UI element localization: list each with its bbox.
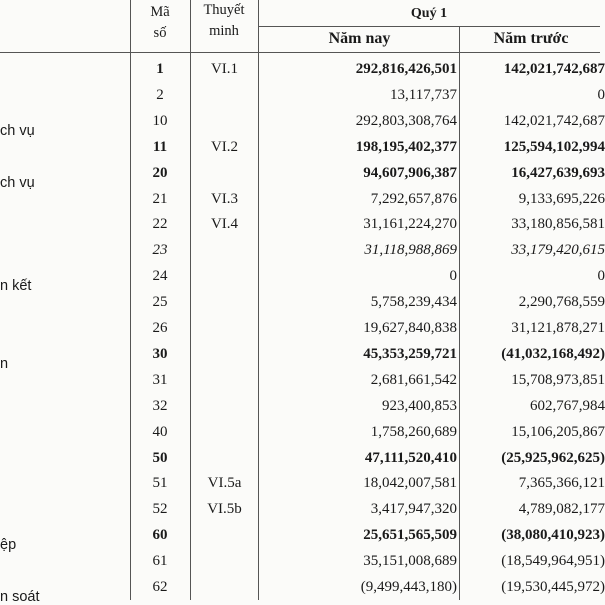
row-code: 2: [156, 87, 164, 103]
row-code: 30: [152, 346, 168, 362]
row-note: VI.5b: [207, 501, 242, 517]
row-code: 61: [152, 553, 168, 569]
row-current-value: 19,627,840,838: [363, 320, 457, 336]
row-label: n soát: [0, 589, 40, 605]
row-code: 25: [152, 294, 168, 310]
row-current-value: 2,681,661,542: [370, 372, 457, 388]
row-previous-value: 0: [597, 268, 605, 284]
row-code: 50: [152, 450, 168, 466]
row-note: VI.4: [210, 216, 239, 232]
row-code: 20: [152, 165, 168, 181]
row-previous-value: 15,708,973,851: [511, 372, 605, 388]
code-header-line2: số: [153, 25, 167, 41]
column-divider: [258, 0, 259, 600]
row-label: ệp: [0, 537, 17, 553]
row-previous-value: (25,925,962,625): [501, 450, 605, 466]
header-divider: [258, 26, 600, 27]
row-previous-value: (38,080,410,923): [501, 527, 605, 543]
row-code: 24: [152, 268, 168, 284]
row-label: n: [0, 356, 9, 372]
row-current-value: 94,607,906,387: [363, 165, 457, 181]
row-previous-value: 4,789,082,177: [518, 501, 605, 517]
row-note: VI.2: [210, 139, 239, 155]
row-previous-value: 31,121,878,271: [511, 320, 605, 336]
row-previous-value: 16,427,639,693: [511, 165, 605, 181]
row-note: VI.3: [210, 191, 239, 207]
period-header: Quý 1: [410, 6, 448, 21]
row-current-value: 18,042,007,581: [363, 475, 457, 491]
row-previous-value: 33,179,420,615: [511, 242, 605, 258]
row-current-value: 5,758,239,434: [370, 294, 457, 310]
row-code: 1: [156, 61, 164, 77]
row-current-value: 1,758,260,689: [370, 424, 457, 440]
row-label: n kết: [0, 278, 32, 294]
row-previous-value: (19,530,445,972): [501, 579, 605, 595]
row-previous-value: 33,180,856,581: [511, 216, 605, 232]
row-current-value: 0: [449, 268, 457, 284]
row-current-value: 923,400,853: [382, 398, 457, 414]
row-code: 11: [152, 139, 168, 155]
note-header-line2: minh: [209, 23, 239, 39]
row-label: ch vụ: [0, 123, 35, 139]
row-previous-value: 125,594,102,994: [503, 139, 605, 155]
row-code: 40: [152, 424, 168, 440]
row-code: 31: [152, 372, 168, 388]
header-bottom-divider: [0, 52, 600, 53]
row-current-value: 31,118,988,869: [364, 242, 457, 258]
row-code: 62: [152, 579, 168, 595]
row-current-value: (9,499,443,180): [360, 579, 457, 595]
row-previous-value: 9,133,695,226: [518, 191, 605, 207]
row-note: VI.5a: [207, 475, 242, 491]
row-label: ch vụ: [0, 175, 35, 191]
row-previous-value: 2,290,768,559: [518, 294, 605, 310]
row-current-value: 31,161,224,270: [363, 216, 457, 232]
row-current-value: 292,816,426,501: [355, 61, 457, 77]
note-header-line1: Thuyết: [203, 2, 245, 18]
row-note: VI.1: [210, 61, 239, 77]
column-divider: [190, 0, 191, 600]
row-current-value: 3,417,947,320: [370, 501, 457, 517]
row-code: 60: [152, 527, 168, 543]
current-year-header: Năm nay: [328, 30, 391, 47]
row-previous-value: (18,549,964,951): [501, 553, 605, 569]
row-code: 10: [152, 113, 168, 129]
row-current-value: 47,111,520,410: [364, 450, 457, 466]
row-code: 32: [152, 398, 168, 414]
row-code: 26: [152, 320, 168, 336]
row-previous-value: 602,767,984: [530, 398, 605, 414]
row-code: 23: [152, 242, 168, 258]
row-previous-value: 15,106,205,867: [511, 424, 605, 440]
row-current-value: 45,353,259,721: [363, 346, 457, 362]
row-previous-value: 142,021,742,687: [503, 113, 605, 129]
row-current-value: 7,292,657,876: [370, 191, 457, 207]
row-code: 52: [152, 501, 168, 517]
row-current-value: 292,803,308,764: [355, 113, 457, 129]
row-current-value: 35,151,008,689: [363, 553, 457, 569]
row-previous-value: 7,365,366,121: [518, 475, 605, 491]
row-code: 51: [152, 475, 168, 491]
previous-year-header: Năm trước: [493, 30, 569, 47]
row-previous-value: (41,032,168,492): [501, 346, 605, 362]
row-code: 22: [152, 216, 168, 232]
row-previous-value: 0: [597, 87, 605, 103]
row-current-value: 25,651,565,509: [363, 527, 457, 543]
row-current-value: 198,195,402,377: [355, 139, 457, 155]
row-current-value: 13,117,737: [390, 87, 457, 103]
row-previous-value: 142,021,742,687: [503, 61, 605, 77]
row-code: 21: [152, 191, 168, 207]
code-header-line1: Mã: [150, 4, 170, 20]
